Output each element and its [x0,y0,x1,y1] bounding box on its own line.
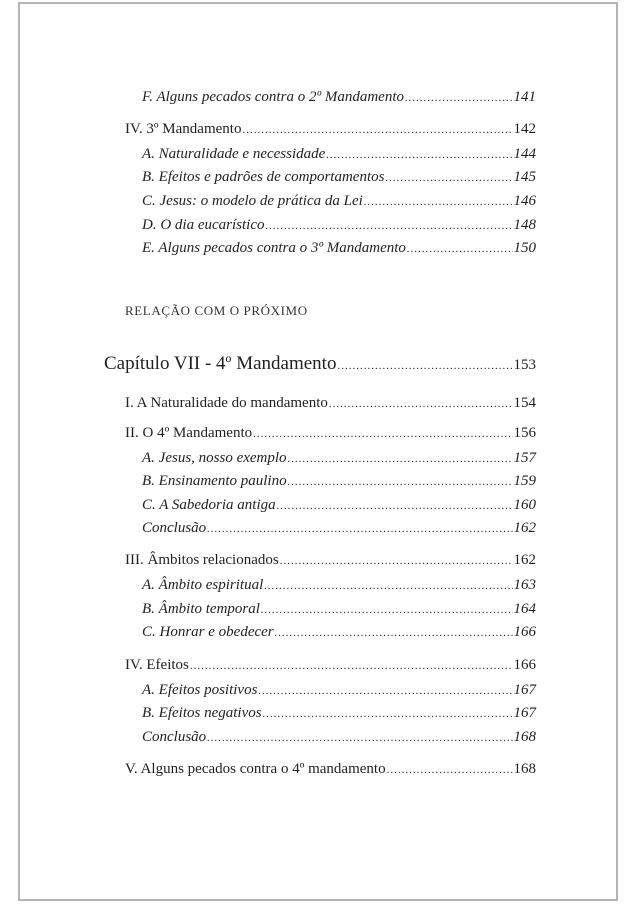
toc-entry-page: 166 [513,624,536,640]
toc-entry[interactable] [125,393,536,414]
dot-leader [337,354,512,378]
dot-leader [387,760,513,780]
toc-entry-page: 142 [513,121,536,137]
toc-entry-page: 148 [513,217,536,233]
toc-entry-title: IV. Efeitos [125,657,189,673]
toc-entry-page: 159 [513,473,536,489]
toc-entry[interactable] [142,215,536,236]
toc-entry-page: 154 [513,395,536,411]
dot-leader [288,449,513,469]
toc-entry-page: 164 [513,601,536,617]
dot-leader [207,519,512,539]
dot-leader [258,681,512,701]
dot-leader [275,623,513,643]
dot-leader [265,216,512,236]
toc-entry[interactable] [125,423,536,444]
toc-entry[interactable] [142,703,536,724]
toc-entry-page: 146 [513,193,536,209]
toc-entry-page: 162 [513,552,536,568]
dot-leader [326,145,512,165]
toc-entry-page: 141 [513,89,536,105]
toc-entry[interactable] [142,727,536,748]
dot-leader [407,239,513,259]
toc-entry-title: B. Ensinamento paulino [142,473,287,489]
dot-leader [288,472,513,492]
toc-entry-page: 145 [513,169,536,185]
dot-leader [385,168,512,188]
dot-leader [405,88,513,108]
dot-leader [329,394,513,414]
toc-entry-page: 168 [513,761,536,777]
toc-entry-title: IV. 3º Mandamento [125,121,242,137]
part-heading: RELAÇÃO COM O PRÓXIMO [125,303,308,318]
toc-entry-title: I. A Naturalidade do mandamento [125,395,328,411]
toc-entry[interactable] [142,87,536,108]
toc-entry-page: 163 [513,577,536,593]
toc-entry-title: C. Honrar e obedecer [142,624,274,640]
toc-entry[interactable] [142,167,536,188]
toc-entry-title: B. Efeitos e padrões de comportamentos [142,169,385,185]
toc-entry-title: E. Alguns pecados contra o 3º Mandamento [142,240,406,256]
toc-entry-title: B. Efeitos negativos [142,705,262,721]
toc-entry[interactable] [142,518,536,539]
toc-entry-page: 156 [513,425,536,441]
toc-entry[interactable] [142,191,536,212]
toc-entry[interactable] [142,144,536,165]
toc-entry-page: 162 [513,520,536,536]
toc-entry-title: Conclusão [142,520,207,536]
toc-entry-title: A. Jesus, nosso exemplo [142,450,287,466]
dot-leader [280,551,513,571]
toc-entry[interactable] [125,550,536,571]
toc-entry-page: 144 [513,146,536,162]
toc-entry[interactable] [142,448,536,469]
toc-entry-title: C. Jesus: o modelo de prática da Lei [142,193,363,209]
toc-entry[interactable] [142,471,536,492]
toc-entry[interactable] [142,238,536,259]
dot-leader [190,656,513,676]
toc-entry[interactable] [125,759,536,780]
toc-entry[interactable] [142,680,536,701]
toc-entry-page: 150 [513,240,536,256]
toc-entry-title: II. O 4º Mandamento [125,425,253,441]
toc-entry-page: 157 [513,450,536,466]
dot-leader [264,576,512,596]
toc-entry-page: 167 [513,705,536,721]
toc-entry[interactable] [142,575,536,596]
toc-entry-page: 168 [513,729,536,745]
toc-entry-title: C. A Sabedoria antiga [142,497,276,513]
chapter-title: Capítulo VII - 4º Mandamento [104,353,337,374]
toc-chapter-entry[interactable] [104,352,536,378]
toc-entry[interactable] [142,622,536,643]
toc-entry[interactable] [142,599,536,620]
toc-entry-page: 160 [513,497,536,513]
dot-leader [242,120,512,140]
chapter-page: 153 [513,357,536,373]
dot-leader [277,496,513,516]
toc-entry-title: A. Efeitos positivos [142,682,258,698]
dot-leader [364,192,513,212]
toc-entry[interactable] [125,655,536,676]
toc-entry-page: 166 [513,657,536,673]
toc-entry-title: F. Alguns pecados contra o 2º Mandamento [142,89,404,105]
toc-entry-title: A. Âmbito espiritual [142,577,264,593]
toc-entry[interactable] [142,495,536,516]
toc-entry-title: Conclusão [142,729,207,745]
dot-leader [253,424,512,444]
dot-leader [207,728,512,748]
toc-entry-title: D. O dia eucarístico [142,217,265,233]
dot-leader [261,600,513,620]
dot-leader [263,704,513,724]
toc-entry-title: B. Âmbito temporal [142,601,260,617]
toc-entry-title: A. Naturalidade e necessidade [142,146,326,162]
toc-entry[interactable] [125,119,536,140]
toc-entry-title: III. Âmbitos relacionados [125,552,279,568]
toc-entry-page: 167 [513,682,536,698]
toc-entry-title: V. Alguns pecados contra o 4º mandamento [125,761,386,777]
